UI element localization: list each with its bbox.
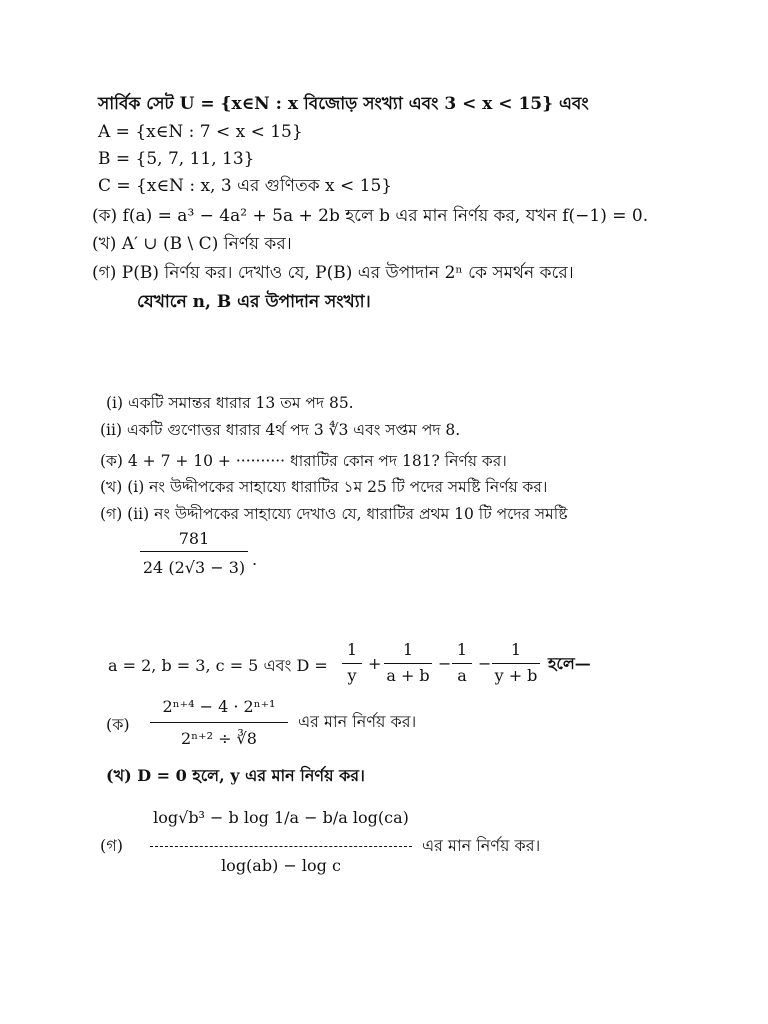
ka-text: এর মান নির্ণয় কর।: [298, 712, 417, 731]
question-ka: (ক) f(a) = a³ − 4a² + 5a + 2b হলে b এর মান নির্ণয় কর, যখন f(−1) = 0.: [92, 206, 649, 226]
fraction-denominator: 24 (2√3 − 3): [142, 558, 246, 577]
question-kha: (খ) A′ ∪ (B \ C) নির্ণয় কর।: [92, 234, 292, 254]
term3-denominator: a: [457, 666, 467, 685]
term4-numerator: 1: [510, 640, 522, 659]
ka-fraction-bar: [150, 722, 288, 723]
stimulus-ii: (ii) একটি গুণোত্তর ধারার 4র্থ পদ 3 ∜3 এবং সপ্তম পদ 8.: [100, 421, 461, 439]
term3-numerator: 1: [456, 640, 468, 659]
question-ga-continued: যেখানে n, B এর উপাদান সংখ্যা।: [137, 292, 371, 312]
ga-numerator: log√b³ − b log 1/a − b/a log(ca): [153, 808, 409, 827]
term4-denominator: y + b: [494, 666, 538, 685]
operator-plus: +: [368, 654, 382, 673]
set-universe-line: সার্বিক সেট U = {x∈N : x বিজোড় সংখ্যা এবং 3 < x < 15} এবং: [98, 94, 589, 114]
question-ga: (গ) P(B) নির্ণয় কর। দেখাও যে, P(B) এর উপাদান 2ⁿ কে সমর্থন করে।: [92, 263, 574, 283]
term4-bar: [492, 663, 540, 664]
term1-numerator: 1: [346, 640, 358, 659]
fraction-numerator: 781: [178, 529, 210, 548]
term2-numerator: 1: [402, 640, 414, 659]
question-ga: (গ) (ii) নং উদ্দীপকের সাহায্যে দেখাও যে, ধারাটির প্রথম 10 টি পদের সমষ্টি: [100, 505, 568, 523]
term3-bar: [452, 663, 472, 664]
question-kha: (খ) (i) নং উদ্দীপকের সাহায্যে ধারাটির ১ম 25 টি পদের সমষ্টি নির্ণয় কর।: [100, 478, 548, 496]
ga-fraction-bar: [150, 846, 412, 847]
term2-bar: [384, 663, 432, 664]
term2-denominator: a + b: [386, 666, 430, 685]
question-kha: (খ) D = 0 হলে, y এর মান নির্ণয় কর।: [106, 766, 365, 785]
operator-minus-2: −: [478, 654, 492, 673]
set-b-line: B = {5, 7, 11, 13}: [98, 149, 255, 169]
question-ga-label: (গ): [100, 836, 123, 855]
term1-denominator: y: [347, 666, 357, 685]
stem-left: a = 2, b = 3, c = 5 এবং D =: [108, 656, 328, 675]
question-ka-label: (ক): [106, 715, 130, 734]
ga-denominator: log(ab) − log c: [221, 856, 341, 875]
fraction-period: .: [252, 550, 258, 569]
fraction-bar: [140, 551, 248, 552]
question-ka: (ক) 4 + 7 + 10 + ·········· ধারাটির কোন পদ 181? নির্ণয় কর।: [100, 452, 507, 470]
term1-bar: [342, 663, 362, 664]
ka-numerator: 2ⁿ⁺⁴ − 4 · 2ⁿ⁺¹: [162, 697, 276, 716]
stem-end: হলে—: [548, 654, 591, 673]
ga-text: এর মান নির্ণয় কর।: [422, 836, 541, 855]
ka-denominator: 2ⁿ⁺² ÷ ∛8: [181, 729, 257, 748]
set-c-line: C = {x∈N : x, 3 এর গুণিতক x < 15}: [98, 176, 393, 196]
set-a-line: A = {x∈N : 7 < x < 15}: [98, 122, 303, 142]
stimulus-i: (i) একটি সমান্তর ধারার 13 তম পদ 85.: [106, 394, 354, 412]
operator-minus-1: −: [438, 654, 452, 673]
